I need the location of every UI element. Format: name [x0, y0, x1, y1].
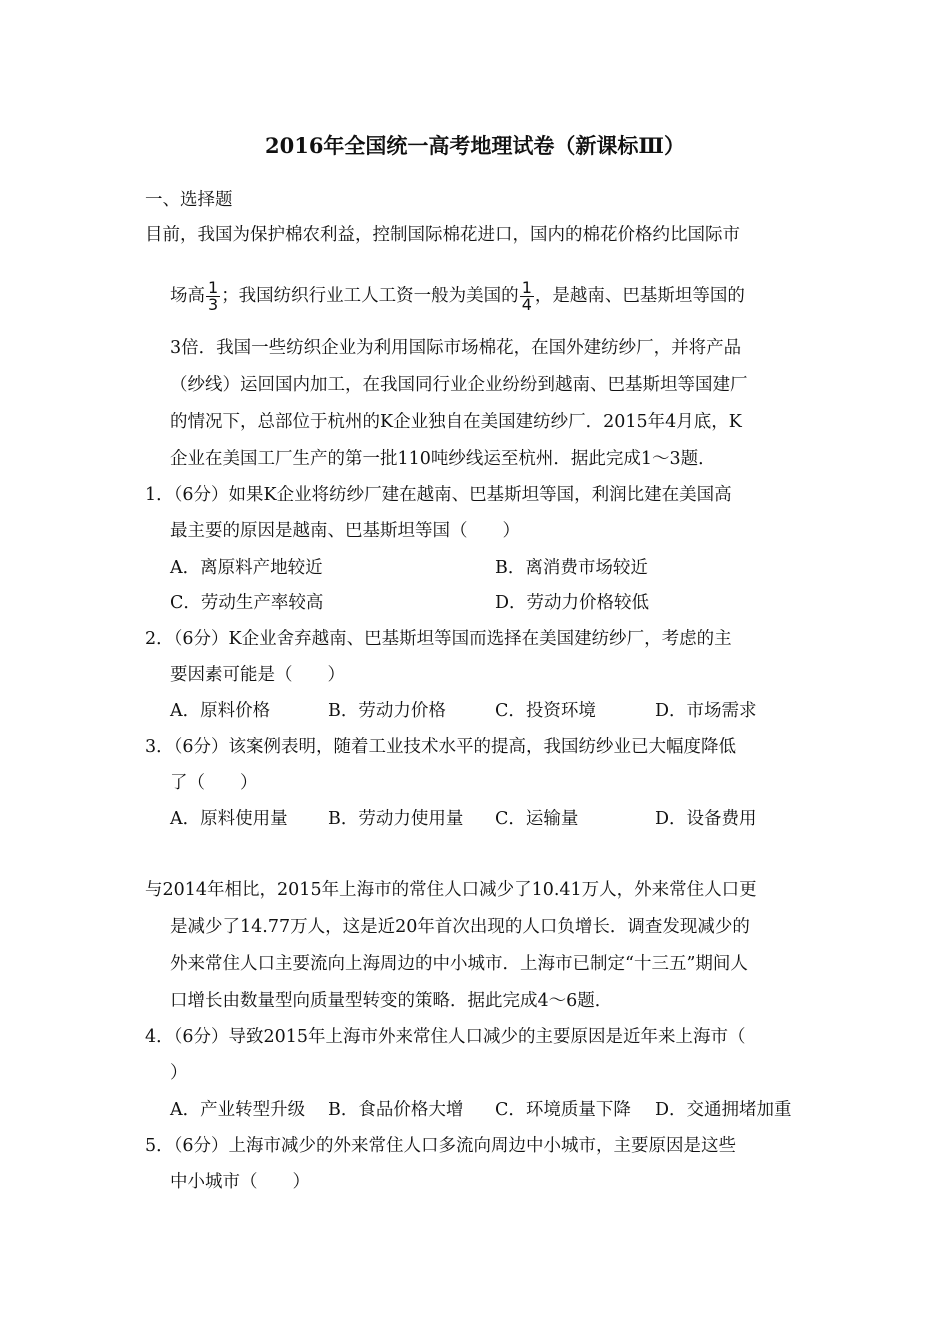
question-3-stem-cont: 了（ ） [170, 773, 258, 793]
q3-option-a: A．原料使用量 [170, 809, 288, 829]
question-5-stem-cont: 中小城市（ ） [170, 1172, 310, 1192]
question-2-stem: 2．（6分）K企业舍弃越南、巴基斯坦等国而选择在美国建纺纱厂，考虑的主 [145, 629, 732, 649]
passage2-line: 是减少了14.77万人，这是近20年首次出现的人口负增长．调查发现减少的 [170, 917, 750, 937]
question-2-stem-cont: 要因素可能是（ ） [170, 665, 345, 685]
q2-option-c: C．投资环境 [495, 701, 596, 721]
passage2-line: 与2014年相比，2015年上海市的常住人口减少了10.41万人，外来常住人口更 [145, 880, 757, 900]
q2-option-b: B．劳动力价格 [328, 701, 446, 721]
passage2-line: 口增长由数量型向质量型转变的策略．据此完成4～6题． [170, 991, 613, 1011]
question-4-stem-cont: ） [170, 1063, 188, 1083]
passage2-line: 外来常住人口主要流向上海周边的中小城市．上海市已制定“十三五”期间人 [170, 954, 748, 974]
passage1-line: （纱线）运回国内加工，在我国同行业企业纷纷到越南、巴基斯坦等国建厂 [170, 375, 748, 395]
passage1-line: 目前，我国为保护棉农利益，控制国际棉花进口，国内的棉花价格约比国际市 [145, 225, 740, 245]
q4-option-c: C．环境质量下降 [495, 1100, 631, 1120]
q4-option-a: A．产业转型升级 [170, 1100, 306, 1120]
q1-option-a: A．离原料产地较近 [170, 558, 323, 578]
passage1-text: ，是越南、巴基斯坦等国的 [534, 286, 745, 306]
page-title: 2016年全国统一高考地理试卷（新课标Ⅲ） [264, 133, 686, 158]
passage1-line: 企业在美国工厂生产的第一批110吨纱线运至杭州．据此完成1～3题． [170, 449, 716, 469]
q3-option-b: B．劳动力使用量 [328, 809, 464, 829]
question-5-stem: 5．（6分）上海市减少的外来常住人口多流向周边中小城市，主要原因是这些 [145, 1136, 737, 1156]
passage1-text: 场高 [170, 286, 205, 306]
fraction-one-quarter: $\frac{1}{4}$ [521, 278, 532, 314]
question-4-stem: 4．（6分）导致2015年上海市外来常住人口减少的主要原因是近年来上海市（ [145, 1027, 746, 1047]
q1-option-d: D．劳动力价格较低 [495, 593, 650, 613]
section-heading: 一、选择题 [145, 190, 233, 210]
q3-option-d: D．设备费用 [655, 809, 757, 829]
question-1-stem-cont: 最主要的原因是越南、巴基斯坦等国（ ） [170, 521, 520, 541]
q2-option-d: D．市场需求 [655, 701, 757, 721]
question-3-stem: 3．（6分）该案例表明，随着工业技术水平的提高，我国纺纱业已大幅度降低 [145, 737, 737, 757]
fraction-one-third: $\frac{1}{3}$ [208, 278, 219, 314]
passage1-line-with-fractions [170, 280, 745, 313]
passage1-line: 3倍．我国一些纺织企业为利用国际市场棉花，在国外建纺纱厂，并将产品 [170, 338, 742, 358]
passage1-line: 的情况下，总部位于杭州的K企业独自在美国建纺纱厂．2015年4月底，K [170, 412, 742, 432]
q1-option-c: C．劳动生产率较高 [170, 593, 324, 613]
q1-option-b: B．离消费市场较近 [495, 558, 648, 578]
q3-option-c: C．运输量 [495, 809, 579, 829]
question-1-stem: 1．（6分）如果K企业将纺纱厂建在越南、巴基斯坦等国，利润比建在美国高 [145, 485, 732, 505]
q4-option-b: B．食品价格大增 [328, 1100, 464, 1120]
q4-option-d: D．交通拥堵加重 [655, 1100, 792, 1120]
passage1-text: ；我国纺织行业工人工资一般为美国的 [221, 286, 519, 306]
q2-option-a: A．原料价格 [170, 701, 271, 721]
